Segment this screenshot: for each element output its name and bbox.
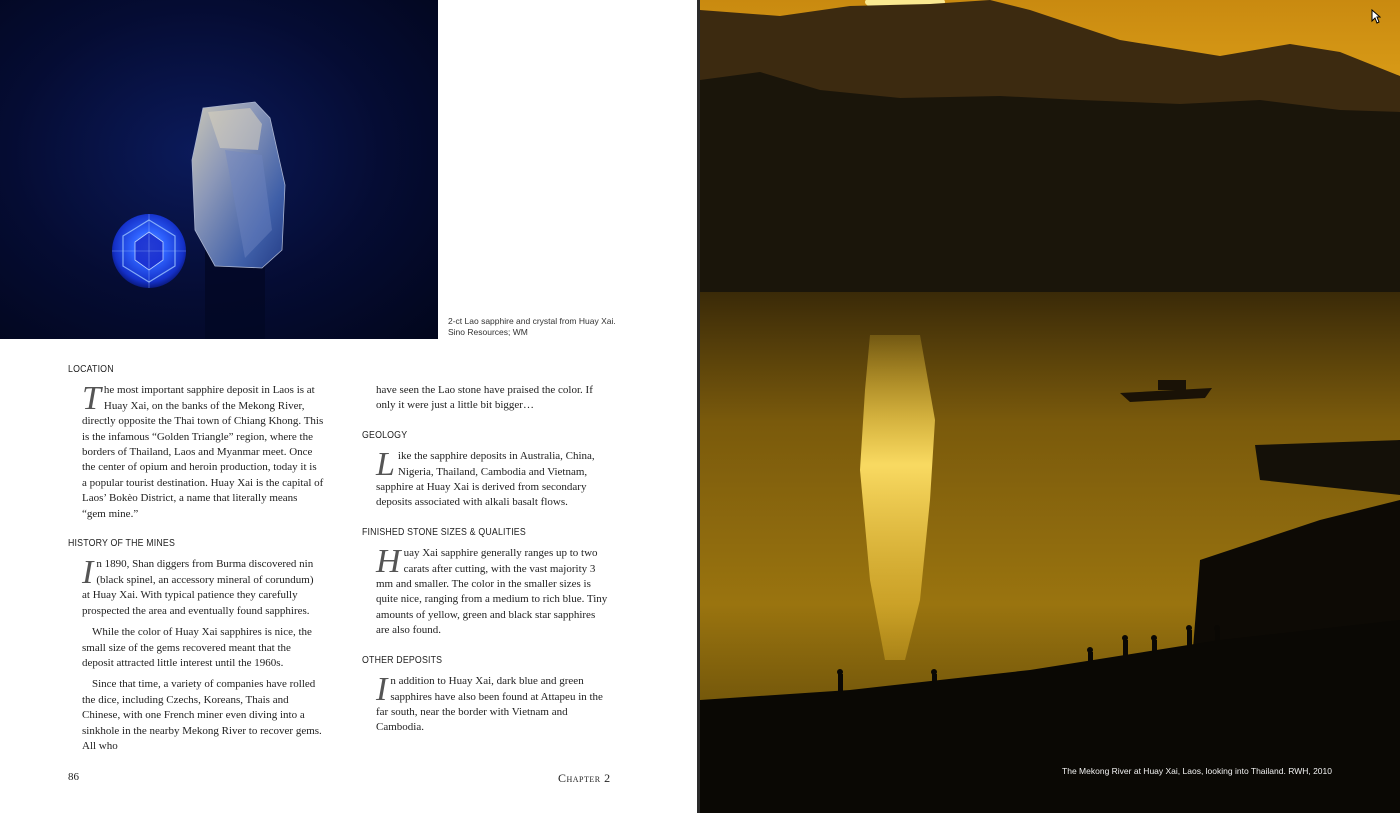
paragraph <box>82 554 324 619</box>
paragraph-text: n addition to Huay Xai, dark blue and green sapphires have also been found at Attapeu in the far south, near the border with Vietnam and Cambodia. <box>376 675 603 734</box>
gem-photo-caption: 2-ct Lao sapphire and crystal from Huay Xai. Sino Resources; WM <box>448 316 616 337</box>
cut-sapphire <box>112 214 186 288</box>
mekong-river-photo <box>700 0 1400 813</box>
mouse-pointer-icon <box>1371 9 1381 24</box>
section-heading: HISTORY OF THE MINES <box>68 538 176 550</box>
paragraph <box>376 543 610 638</box>
sapphire-illustration <box>0 0 438 339</box>
paragraph: Since that time, a variety of companies have rolled the dice, including Czechs, Koreans, Thais and Chinese, with one French miner even diving into a sinkhole in the nearby Mekong River to recover gems. All who <box>82 678 322 752</box>
left-page <box>0 0 699 813</box>
section-finished-stones <box>362 525 610 639</box>
section-heading: LOCATION <box>68 364 114 375</box>
paragraph-text: he most important sapphire deposit in Laos is at Huay Xai, on the banks of the Mekong River, directly opposite the Thai town of Chiang Khong. This is the infamous “Golden Triangle” region, where the borders of Thailand, Laos and Myanmar meet. Once the center of opium and heroin production, today it is a popular tourist destination. Huay Xai is the capital of Laos’ Bokèo District, a name that literally means “gem mine.” <box>82 384 324 520</box>
paragraph-text: n 1890, Shan diggers from Burma discovered nin (black spinel, an accessory mineral of corundum) at Huay Xai. With typical patience they carefully prospected the area and eventually found sapphires. <box>82 558 314 617</box>
section-geology <box>362 428 610 511</box>
paragraph <box>376 446 610 511</box>
drop-cap: T <box>82 380 101 418</box>
paragraph: have seen the Lao stone have praised the color. If only it were just a little bit bigger… <box>376 384 593 412</box>
drop-cap: I <box>82 554 94 592</box>
paragraph <box>376 671 610 736</box>
paragraph <box>82 380 324 522</box>
paragraph-text: uay Xai sapphire generally ranges up to two carats after cutting, with the vast majority 3 mm and smaller. The color in the smaller sizes is quite nice, ranging from a medium to rich blue. Tiny amounts of yellow, green and black star sapphires are also found. <box>376 547 608 637</box>
section-heading: GEOLOGY <box>362 429 408 441</box>
paragraph-text: ike the sapphire deposits in Australia, China, Nigeria, Thailand, Cambodia and Vietnam, sapphire at Huay Xai is derived from secondary deposits associated with alkali basalt flows. <box>376 450 595 509</box>
sapphire-photo <box>0 0 438 339</box>
text-column-left <box>68 362 324 768</box>
section-history-continued <box>362 383 610 414</box>
text-column-right <box>362 383 610 750</box>
section-heading: OTHER DEPOSITS <box>362 654 443 666</box>
drop-cap: I <box>376 671 388 709</box>
forest-silhouette <box>700 72 1400 295</box>
section-location <box>68 362 324 522</box>
section-history <box>68 536 324 754</box>
right-page <box>700 0 1400 813</box>
page-number: 86 <box>68 771 79 783</box>
paragraph: While the color of Huay Xai sapphires is nice, the small size of the gems recovered meant that the deposit attracted little interest until the 1960s. <box>82 626 312 669</box>
section-other-deposits <box>362 653 610 736</box>
chapter-label: Chapter 2 <box>558 771 611 785</box>
river-photo-caption: The Mekong River at Huay Xai, Laos, looking into Thailand. RWH, 2010 <box>1062 766 1332 776</box>
section-heading: FINISHED STONE SIZES & QUALITIES <box>362 526 526 538</box>
drop-cap: H <box>376 543 401 581</box>
drop-cap: L <box>376 446 395 484</box>
